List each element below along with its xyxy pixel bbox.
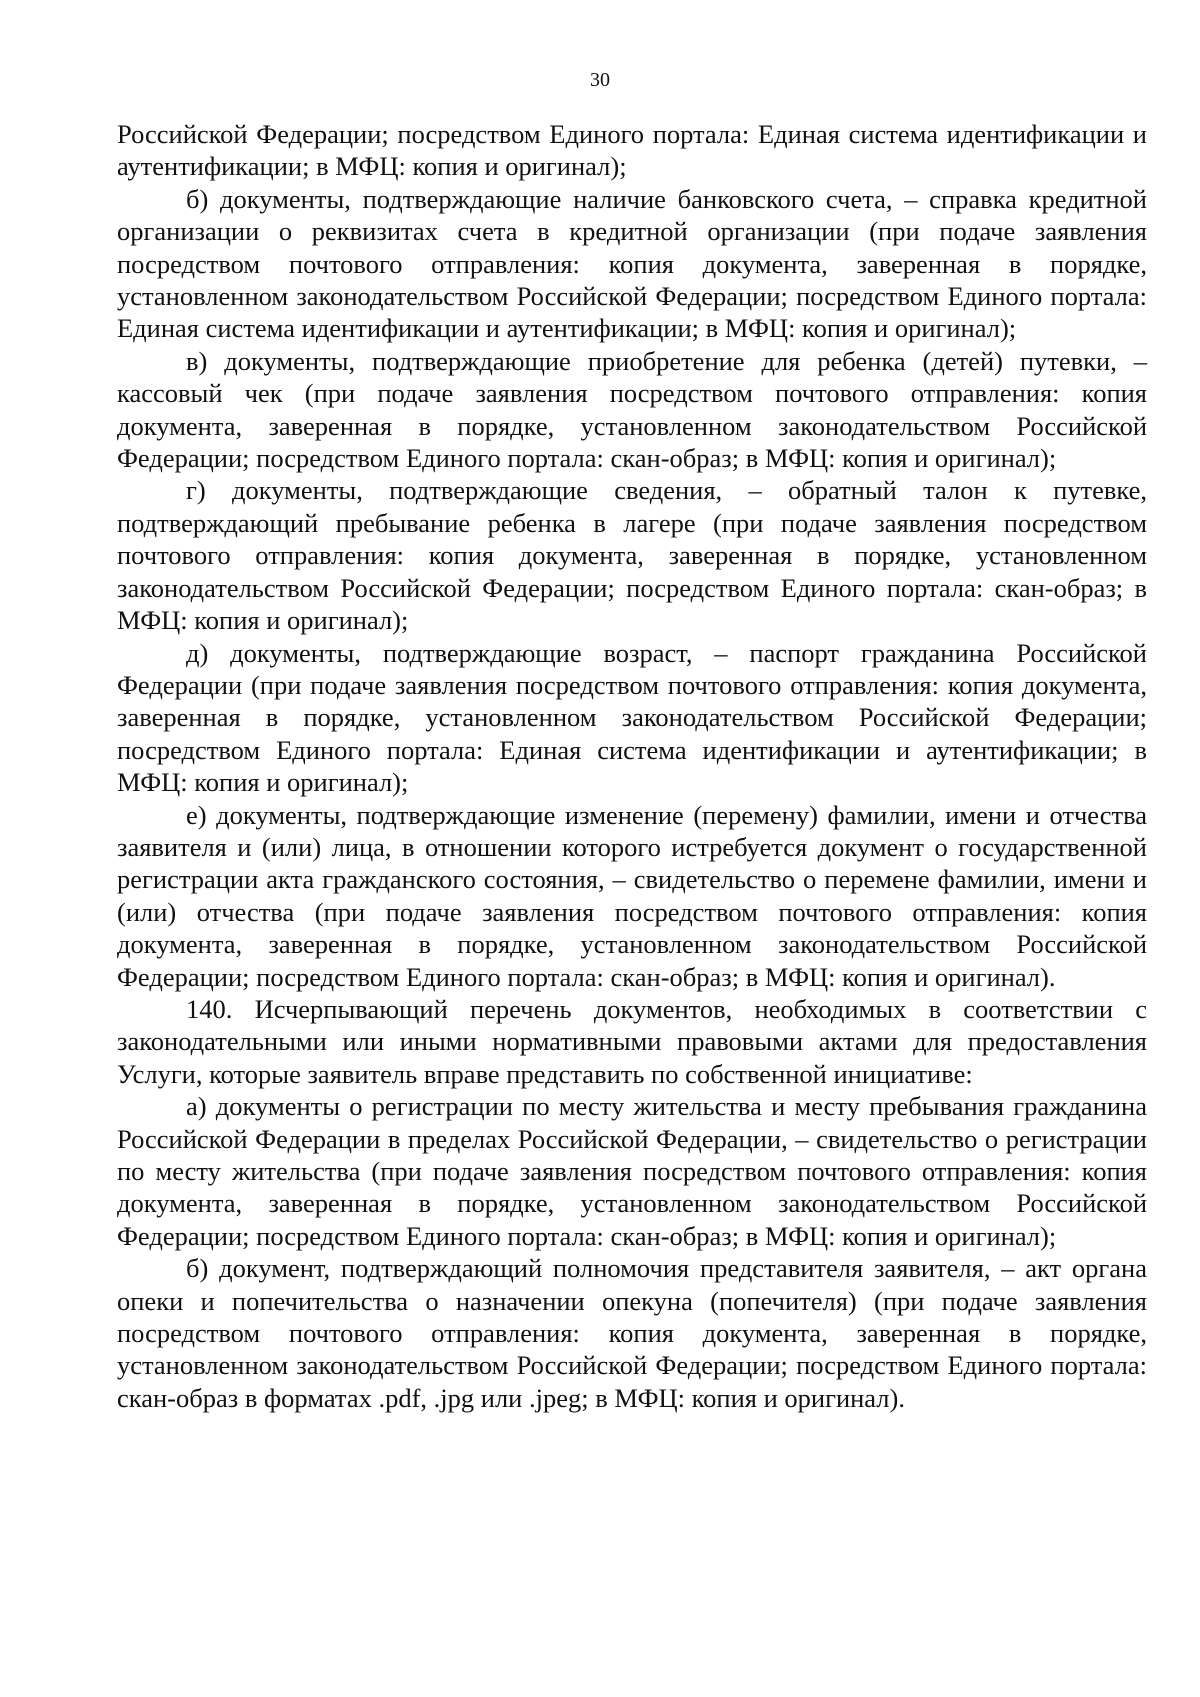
paragraph: 140. Исчерпывающий перечень документов, необходимых в соответствии с законодательными или иными нормативными правовыми актами для предоставления Услуги, которые заявитель вправе представить по собственной инициативе:	[117, 993, 1147, 1089]
page-number: 30	[590, 69, 610, 91]
paragraph: е) документы, подтверждающие изменение (перемену) фамилии, имени и отчества заявителя и (или) лица, в отношении которого истребуется документ о государственной регистрации акта гражданского состояния, – свидетельство о перемене фамилии, имени и (или) отчества (при подаче заявления посредством почтового отправления: копия документа, заверенная в порядке, установленном законодательством Российской Федерации; посредством Единого портала: скан-образ; в МФЦ: копия и оригинал).	[117, 799, 1147, 992]
paragraph: г) документы, подтверждающие сведения, – обратный талон к путевке, подтверждающий пребывание ребенка в лагере (при подаче заявления посредством почтового отправления: копия документа, заверенная в порядке, установленном законодательством Российской Федерации; посредством Единого портала: скан-образ; в МФЦ: копия и оригинал);	[117, 475, 1147, 636]
paragraph: в) документы, подтверждающие приобретение для ребенка (детей) путевки, – кассовый чек (при подаче заявления посредством почтового отправления: копия документа, заверенная в порядке, установленном законодательством Российской Федерации; посредством Единого портала: скан-образ; в МФЦ: копия и оригинал);	[117, 345, 1147, 474]
paragraph: д) документы, подтверждающие возраст, – паспорт гражданина Российской Федерации (при подаче заявления посредством почтового отправления: копия документа, заверенная в порядке, установленном законодательством Российской Федерации; посредством Единого портала: Единая система идентификации и аутентификации; в МФЦ: копия и оригинал);	[117, 637, 1147, 798]
document-body	[117, 118, 1147, 1414]
paragraph: б) документы, подтверждающие наличие банковского счета, – справка кредитной организации о реквизитах счета в кредитной организации (при подаче заявления посредством почтового отправления: копия документа, заверенная в порядке, установленном законодательством Российской Федерации; посредством Единого портала: Единая система идентификации и аутентификации; в МФЦ: копия и оригинал);	[117, 183, 1147, 344]
paragraph: а) документы о регистрации по месту жительства и месту пребывания гражданина Российской Федерации в пределах Российской Федерации, – свидетельство о регистрации по месту жительства (при подаче заявления посредством почтового отправления: копия документа, заверенная в порядке, установленном законодательством Российской Федерации; посредством Единого портала: скан-образ; в МФЦ: копия и оригинал);	[117, 1091, 1147, 1251]
paragraph: б) документ, подтверждающий полномочия представителя заявителя, – акт органа опеки и попечительства о назначении опекуна (попечителя) (при подаче заявления посредством почтового отправления: копия документа, заверенная в порядке, установленном законодательством Российской Федерации; посредством Единого портала: скан-образ в форматах .pdf, .jpg или .jpeg; в МФЦ: копия и оригинал).	[117, 1253, 1147, 1413]
paragraph: Российской Федерации; посредством Единого портала: Единая система идентификации и аутентификации; в МФЦ: копия и оригинал);	[117, 119, 1147, 182]
